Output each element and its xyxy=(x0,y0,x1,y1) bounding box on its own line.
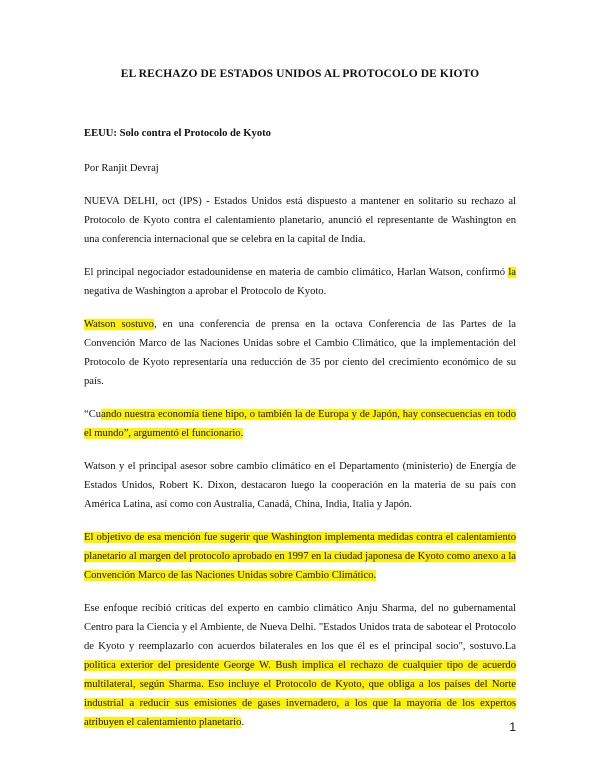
paragraph-text: “Cu xyxy=(84,409,102,420)
paragraph-text: negativa de Washington a aprobar el Protocolo de Kyoto. xyxy=(84,286,327,297)
paragraph-2 xyxy=(84,263,516,301)
paragraph-1 xyxy=(84,192,516,249)
paragraph-6 xyxy=(84,528,516,585)
document-subtitle: EEUU: Solo contra el Protocolo de Kyoto xyxy=(84,128,271,139)
highlighted-text: ando nuestra economía tiene hipo, o también la de Europa y de Japón, hay consecuencias en todo el mundo”, argumentó el funcionario. xyxy=(84,409,516,439)
page-number: 1 xyxy=(509,720,516,734)
paragraph-text: . xyxy=(241,717,245,728)
highlighted-text: Watson sostuvo xyxy=(84,319,154,330)
author-line: Por Ranjit Devraj xyxy=(84,163,159,174)
paragraph-text: Watson y el principal asesor sobre cambio climático en el Departamento (ministerio) de Energía de Estados Unidos, Robert K. Dixon, destacaron luego la cooperación en la materia de su país con América Latina, así como con Australia, Canadá, China, India, Italia y Japón. xyxy=(84,461,516,510)
paragraph-3 xyxy=(84,315,516,391)
document-body xyxy=(84,124,516,746)
paragraph-text: NUEVA DELHI, oct (IPS) - Estados Unidos está dispuesto a mantener en solitario su rechazo al Protocolo de Kyoto contra el calentamiento planetario, anunció el representante de Washington en una conferencia internacional que se celebra en la capital de India. xyxy=(84,196,516,245)
paragraph-5 xyxy=(84,457,516,514)
paragraph-text: Ese enfoque recibió críticas del experto en cambio climático Anju Sharma, del no gubernamental Centro para la Ciencia y el Ambiente, de Nueva Delhi. "Estados Unidos trata de sabotear el Protocolo de Kyoto y reemplazarlo con acuerdos bilaterales en los que él es el principal socio", sostuvo.La xyxy=(84,603,516,652)
highlighted-text: la xyxy=(508,267,516,278)
document-title: EL RECHAZO DE ESTADOS UNIDOS AL PROTOCOLO DE KIOTO xyxy=(120,68,480,80)
highlighted-text: política exterior del presidente George W. Bush implica el rechazo de cualquier tipo de acuerdo multilateral, según Sharma. Eso incluye el Protocolo de Kyoto, que obliga a los países del Norte industrial a reducir sus emisiones de gases invernadero, a los que la mayoría de los expertos atribuyen el calentamiento planetario xyxy=(84,660,516,728)
paragraph-4 xyxy=(84,405,516,443)
highlighted-text: El objetivo de esa mención fue sugerir que Washington implementa medidas contra el calentamiento planetario al margen del protocolo aprobado en 1997 en la ciudad japonesa de Kyoto como anexo a la Convención Marco de las Naciones Unidas sobre Cambio Climático. xyxy=(84,532,516,581)
paragraph-text: , en una conferencia de prensa en la octava Conferencia de las Partes de la Convención Marco de las Naciones Unidas sobre el Cambio Climático, que la implementación del Protocolo de Kyoto representaría una reducción de 35 por ciento del crecimiento económico de su país. xyxy=(84,319,517,387)
paragraph-7 xyxy=(84,599,516,732)
paragraph-text: El principal negociador estadounidense en materia de cambio climático, Harlan Watson, confirmó xyxy=(84,267,509,278)
